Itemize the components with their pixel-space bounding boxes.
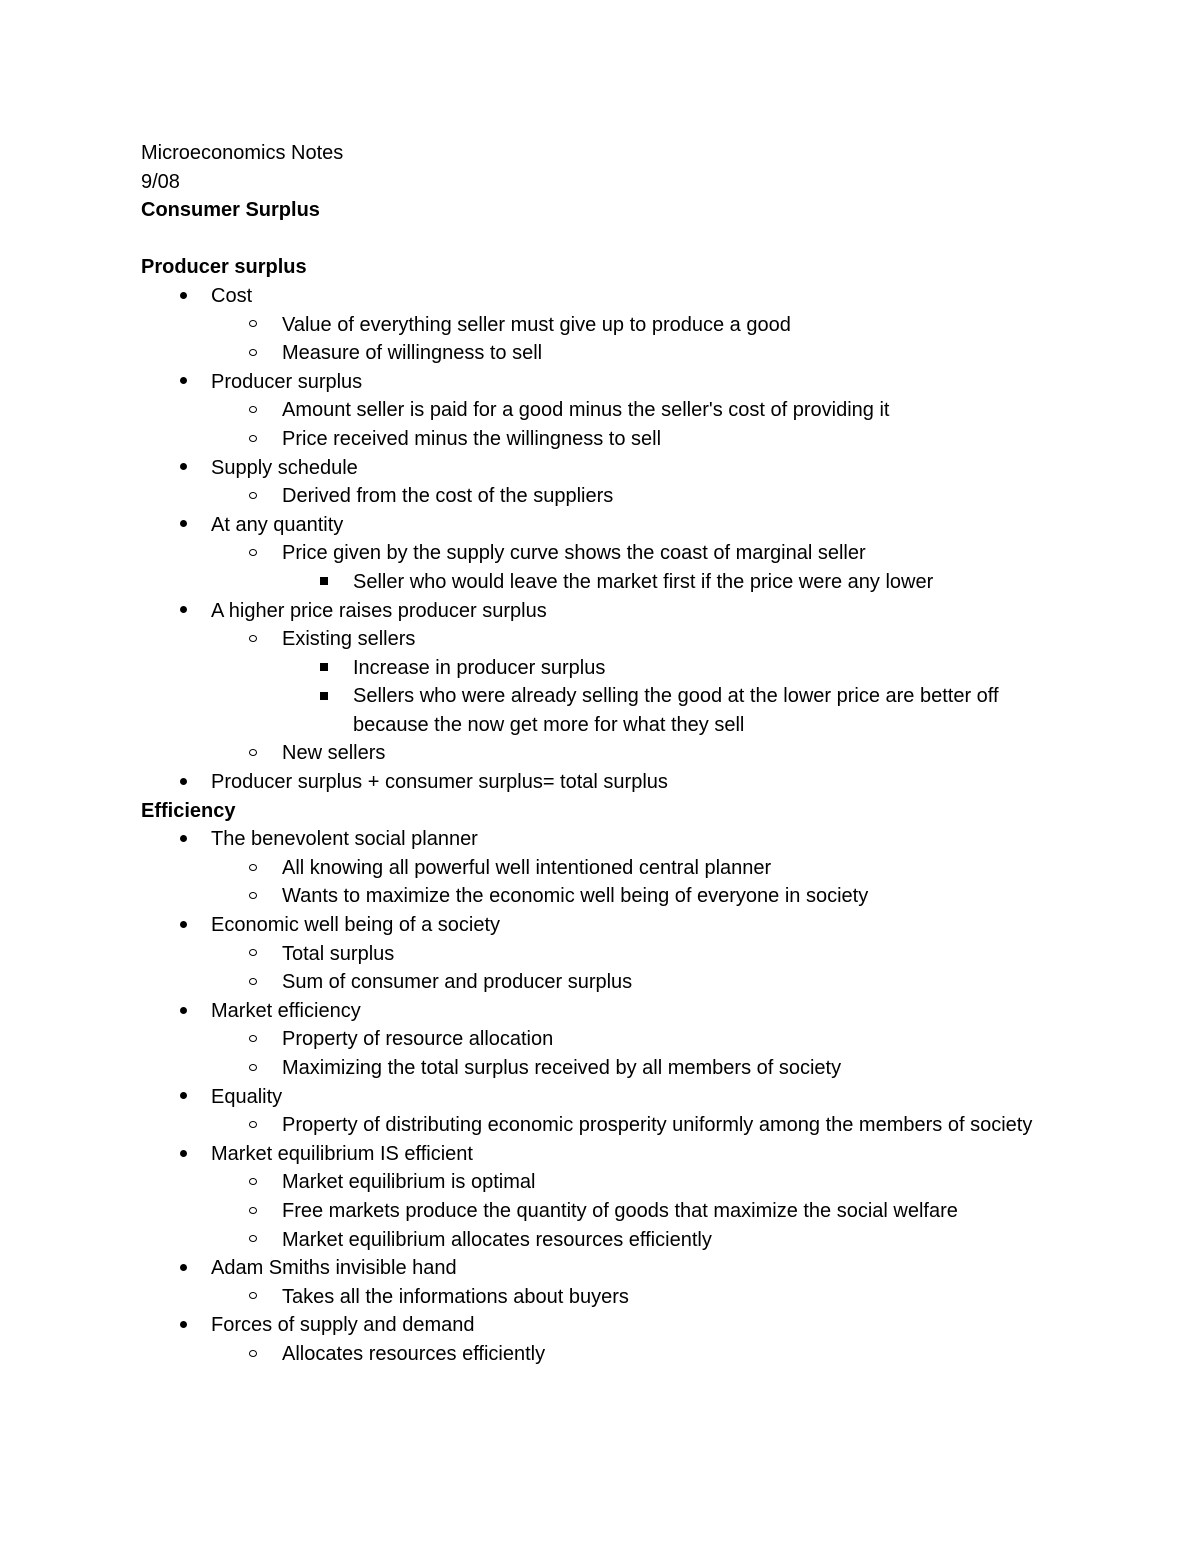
list-item [141,454,1061,511]
efficiency-list [141,825,1061,1368]
list-item [141,368,1061,454]
sub-list-item [211,311,1061,340]
sub-list [211,396,1061,453]
sub-list-item [211,396,1061,425]
list-item-text: Market equilibrium IS efficient [211,1142,473,1165]
sub-sub-list [282,654,1061,740]
bullet-circle-icon [243,1111,263,1140]
list-item-text: Adam Smiths invisible hand [211,1257,457,1280]
bullet-circle-icon [243,482,263,511]
list-item-text: New sellers [282,742,386,765]
list-item-text: Measure of willingness to sell [282,342,543,365]
bullet-square-icon [314,682,334,711]
sub-list-item [211,1025,1061,1054]
list-item [141,768,1061,797]
sub-sub-list-item [282,654,1061,683]
list-item [141,1083,1061,1140]
bullet-dot-icon [173,911,193,940]
bullet-circle-icon [243,396,263,425]
bullet-dot-icon [173,454,193,483]
list-item-text: Total surplus [282,942,395,965]
list-item [141,997,1061,1083]
sub-list-item [211,339,1061,368]
sub-list [211,1025,1061,1082]
sub-list-item [211,1111,1061,1140]
bullet-circle-icon [243,968,263,997]
sub-list-item [211,854,1061,883]
bullet-circle-icon [243,425,263,454]
document-page [141,139,1061,1369]
list-item-text: Increase in producer surplus [353,656,606,679]
list-item [141,911,1061,997]
heading-consumer-surplus: Consumer Surplus [141,199,320,222]
bullet-dot-icon [173,368,193,397]
list-item-text: Producer surplus + consumer surplus= total surplus [211,771,668,794]
list-item-text: At any quantity [211,513,344,536]
blank-line [141,225,1061,254]
bullet-circle-icon [243,1025,263,1054]
document-date: 9/08 [141,170,180,193]
sub-list-item [211,482,1061,511]
bullet-circle-icon [243,882,263,911]
sub-sub-list [282,568,1061,597]
sub-list-item [211,1197,1061,1226]
sub-list-item [211,1283,1061,1312]
bullet-circle-icon [243,1226,263,1255]
bullet-dot-icon [173,1083,193,1112]
bullet-circle-icon [243,539,263,568]
list-item-text: Equality [211,1085,283,1108]
list-item-text: Value of everything seller must give up to produce a good [282,313,791,336]
sub-list-item [211,1054,1061,1083]
sub-list-item [211,1168,1061,1197]
bullet-dot-icon [173,1140,193,1169]
bullet-circle-icon [243,854,263,883]
list-item-text: Producer surplus [211,370,363,393]
sub-list-item [211,1226,1061,1255]
sub-list [211,1340,1061,1369]
list-item [141,1311,1061,1368]
sub-list-item [211,882,1061,911]
sub-list-item [211,739,1061,768]
list-item-text: Seller who would leave the market first if the price were any lower [353,570,934,593]
list-item-text: Sum of consumer and producer surplus [282,971,633,994]
bullet-square-icon [314,568,334,597]
bullet-circle-icon [243,1054,263,1083]
list-item [141,1254,1061,1311]
bullet-circle-icon [243,1283,263,1312]
sub-list [211,1283,1061,1312]
sub-list-item [211,425,1061,454]
list-item-text: Price given by the supply curve shows the coast of marginal seller [282,542,866,565]
bullet-circle-icon [243,311,263,340]
list-item-text: Property of resource allocation [282,1028,554,1051]
list-item-text: Property of distributing economic prosperity uniformly among the members of society [282,1114,1033,1137]
list-item [141,1140,1061,1254]
sub-list [211,854,1061,911]
list-item [141,825,1061,911]
list-item-text: Wants to maximize the economic well being of everyone in society [282,885,869,908]
list-item-text: Free markets produce the quantity of goods that maximize the social welfare [282,1199,958,1222]
sub-list [211,1111,1061,1140]
sub-list [211,539,1061,596]
sub-sub-list-item [282,682,1061,739]
bullet-dot-icon [173,1254,193,1283]
sub-list-item [211,539,1061,596]
list-item-text: Existing sellers [282,628,416,651]
list-item-text: All knowing all powerful well intentioned central planner [282,856,772,879]
bullet-dot-icon [173,597,193,626]
producer-surplus-list [141,282,1061,797]
list-item-text: Supply schedule [211,456,358,479]
bullet-circle-icon [243,1168,263,1197]
bullet-dot-icon [173,511,193,540]
list-item-text: Derived from the cost of the suppliers [282,485,614,508]
list-item [141,282,1061,368]
list-item-text: Sellers who were already selling the good at the lower price are better off because the now get more for what they sell [353,685,999,736]
bullet-circle-icon [243,339,263,368]
list-item-text: Price received minus the willingness to sell [282,427,662,450]
bullet-dot-icon [173,825,193,854]
sub-sub-list-item [282,568,1061,597]
list-item-text: Cost [211,284,253,307]
sub-list-item [211,940,1061,969]
bullet-dot-icon [173,1311,193,1340]
list-item-text: Market equilibrium allocates resources efficiently [282,1228,712,1251]
bullet-circle-icon [243,1340,263,1369]
list-item [141,511,1061,597]
bullet-circle-icon [243,625,263,654]
bullet-dot-icon [173,768,193,797]
sub-list-item [211,625,1061,739]
list-item-text: Amount seller is paid for a good minus the seller's cost of providing it [282,399,890,422]
bullet-circle-icon [243,1197,263,1226]
list-item-text: Market equilibrium is optimal [282,1171,536,1194]
list-item-text: Maximizing the total surplus received by all members of society [282,1057,842,1079]
sub-list [211,940,1061,997]
list-item-text: Takes all the informations about buyers [282,1285,629,1308]
bullet-circle-icon [243,739,263,768]
list-item-text: Market efficiency [211,999,361,1022]
bullet-circle-icon [243,940,263,969]
sub-list [211,311,1061,368]
sub-list [211,482,1061,511]
list-item-text: A higher price raises producer surplus [211,599,547,622]
sub-list-item [211,968,1061,997]
document-title: Microeconomics Notes [141,142,344,164]
heading-producer-surplus: Producer surplus [141,256,307,279]
list-item [141,597,1061,769]
sub-list [211,625,1061,768]
bullet-dot-icon [173,997,193,1026]
list-item-text: The benevolent social planner [211,828,478,851]
sub-list [211,1168,1061,1254]
sub-list-item [211,1340,1061,1369]
bullet-square-icon [314,654,334,683]
heading-efficiency: Efficiency [141,799,236,822]
list-item-text: Forces of supply and demand [211,1314,475,1337]
list-item-text: Economic well being of a society [211,914,501,937]
bullet-dot-icon [173,282,193,311]
list-item-text: Allocates resources efficiently [282,1342,546,1365]
